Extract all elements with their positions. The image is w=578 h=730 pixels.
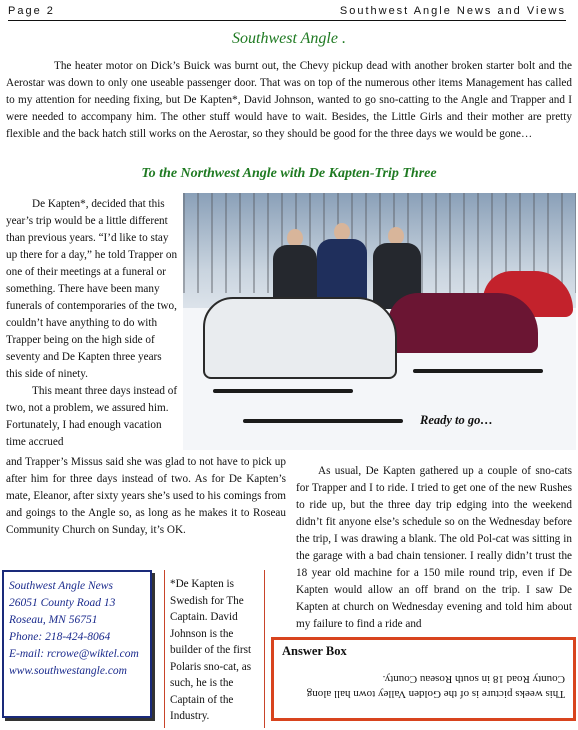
address-city: Roseau, MN 56751: [9, 614, 98, 626]
left-column: [6, 196, 178, 451]
right-column: [296, 463, 572, 633]
left-paragraph-2: [6, 383, 178, 451]
footnote-box: *De Kapten is Swedish for The Captain. David Johnson is the builder of the first Polaris sno-cat, as such, he is the Captain of the Industry.: [164, 570, 265, 728]
photo-ski: [213, 389, 353, 393]
photo-ski: [413, 369, 543, 373]
page-header: [8, 6, 566, 21]
masthead: Southwest Angle .: [232, 30, 346, 47]
photo-white-sled: [203, 297, 397, 379]
intro-text: The heater motor on Dick’s Buick was burnt out, the Chevy pickup dead with another broken starter bolt and the Aerostar was down to only one useable passenger door. That was on top of the numerous other items Management has called to my attention for needing fixing, but De Kapten*, David Johnson, wanted to go sno-catting to the Angle and Trapper and I were needed to accompany him. The other stuff would have to wait. Besides, the Little Girls and their mother are pretty flexible and the back hatch still works on the Aerostar, so they should be good for the three days we would be gone…: [6, 60, 572, 140]
answer-box-upside-down-text: This weeks picture is of the Golden Valley town hall along County Road 18 in south Roseau County.: [306, 673, 565, 700]
answer-box: [271, 637, 576, 721]
right-column-text: As usual, De Kapten gathered up a couple of sno-cats for Trapper and I to ride. I tried to get one of the new Rushes to ride up, but the three day trip edging into the weekend didn’t fit anyone else’s schedule so on the Wednesday before the trip, I was drawing a blank. The old Pol-cat was sitting in the garage with a bad chain tensioner. I really didn’t trust the 18 year old machine for a 150 mile round trip, even if De Kapten would allow an off brand on the trip. I saw De Kapten at church on Wednesday evening and told him about my failure to find a ride and: [296, 465, 572, 630]
address-box: [2, 570, 152, 718]
page-number: Page 2: [8, 5, 55, 17]
address-email[interactable]: E-mail: rcrowe@wiktel.com: [9, 648, 139, 660]
photo-ski: [243, 419, 403, 423]
address-phone: Phone: 218-424-8064: [9, 631, 111, 643]
snowmobile-photo: [183, 193, 576, 450]
photo-caption: Ready to go…: [420, 413, 493, 427]
answer-box-title: Answer Box: [282, 644, 347, 658]
address-name: Southwest Angle News: [9, 580, 113, 592]
article-title: To the Northwest Angle with De Kapten-Trip Three: [141, 166, 437, 181]
wide-paragraph: and Trapper’s Missus said she was glad to not have to pick up after him for three days instead of two. As for De Kapten’s mate, Eleanor, after sixty years she’s used to his comings from and goings to the Angle so, as long as he makes it to Roseau Community Church on Sunday, it’s OK.: [6, 456, 286, 536]
intro-paragraph: [6, 58, 572, 143]
left-paragraph-1: [6, 196, 178, 383]
address-website[interactable]: www.southwestangle.com: [9, 665, 127, 677]
publication-title: Southwest Angle News and Views: [339, 5, 566, 17]
left-paragraph-1-text: De Kapten*, decided that this year’s trip would be a little different than previous years. “I’d like to stay up there for a day,” he told Trapper on one of their meetings at a funeral or something. There have been many funerals of contemporaries of the two, couldn’t have anything to do with Trapper being on the high side of seventy and De Kapten three years this side of ninety.: [6, 198, 178, 380]
photo-maroon-sled: [388, 293, 538, 353]
left-paragraph-2-text: This meant three days instead of two, not a problem, we assured him. Fortunately, I had enough vacation time accrued: [6, 385, 178, 448]
address-street: 26051 County Road 13: [9, 597, 116, 609]
